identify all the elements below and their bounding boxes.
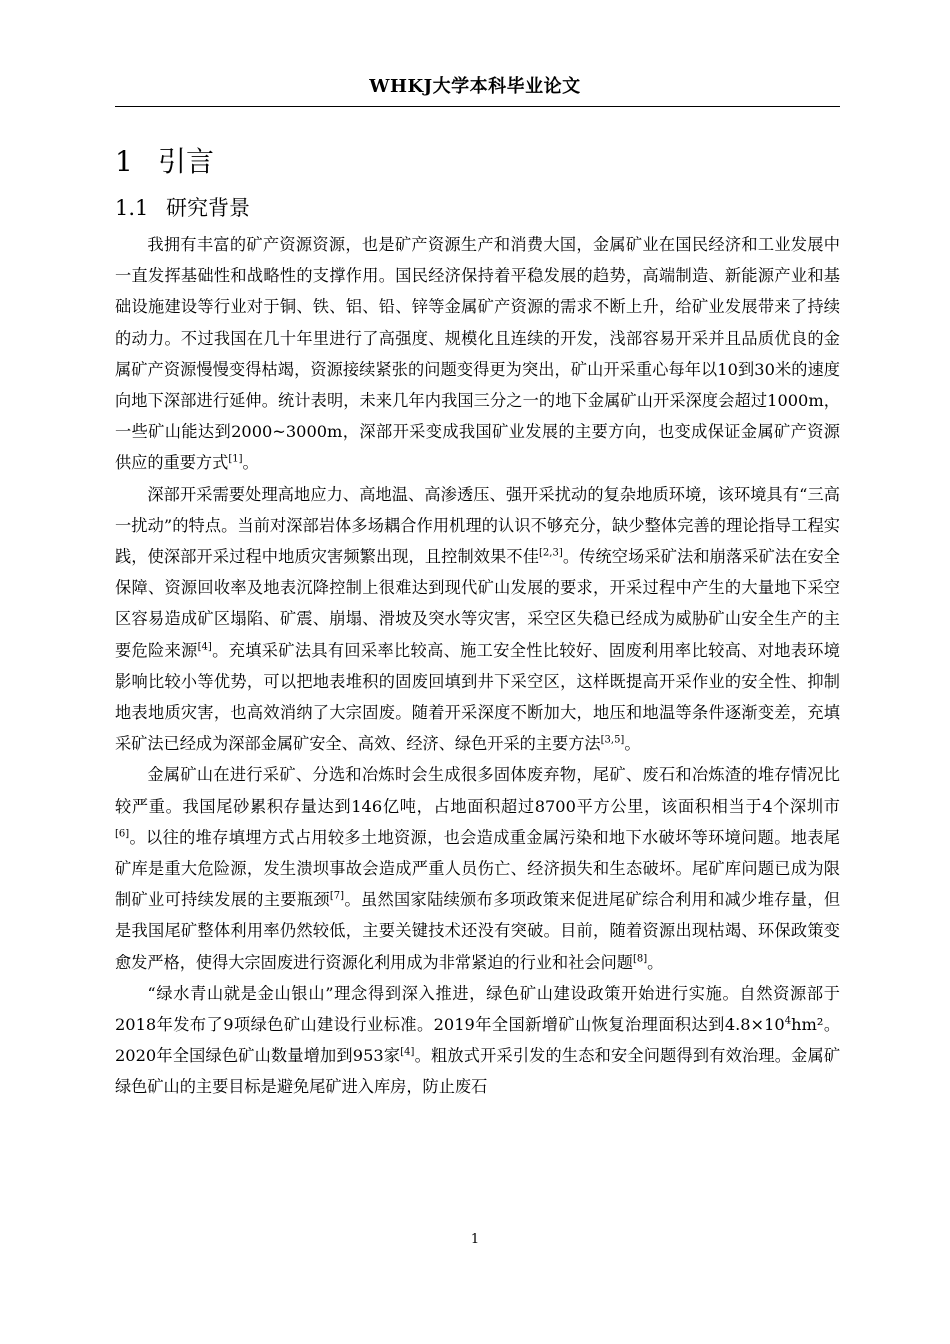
text-run: 深部开采需要处理高地应力、高地温、高渗透压、强开采扰动的复杂地质环境，该环境具有“三高一扰动”的特点。当前对深部岩体多场耦合作用机理的认识不够充分，缺少整体完善的理论指导工程实践，使深部开采过程中地质灾害频繁出现，且控制效果不佳 [115,484,840,567]
citation: [7] [329,890,345,902]
citation: [1] [228,454,243,466]
section-heading: 研究背景 [166,196,250,220]
header-rule [115,106,840,107]
text-run: 我拥有丰富的矿产资源资源，也是矿产资源生产和消费大国，金属矿业在国民经济和工业发展中一直发挥基础性和战略性的支撑作用。国民经济保持着平稳发展的趋势，高端制造、新能源产业和基础设施建设等行业对于铜、铁、铝、铅、锌等金属矿产资源的需求不断上升，给矿业发展带来了持续的动力。不过我国在几十年里进行了高强度、规模化且连续的开发，浅部容易开采并且品质优良的金属矿产资源慢慢变得枯竭，资源接续紧张的问题变得更为突出，矿山开采重心每年以10到30米的速度向地下深部进行延伸。统计表明，未来几年内我国三分之一的地下金属矿山开采深度会超过1000m，一些矿山能达到2000~3000m，深部开采变成我国矿业发展的主要方向，也变成保证金属矿产资源供应的重要方式 [115,235,840,473]
text-run: 。粗放式开采引发的生态和安全问题得到有效治理。金属矿绿色矿山的主要目标是避免尾矿进入库房，防止废石 [115,1046,841,1097]
section-title [115,192,250,222]
paragraph [115,479,840,760]
text-run: hm²。2020年全国绿色矿山数量增加到953家 [115,1015,841,1066]
chapter-title [115,140,214,180]
section-number: 1.1 [115,196,149,220]
chapter-number: 1 [115,145,133,178]
citation: [4] [400,1046,415,1058]
citation: [2,3] [539,547,563,559]
chapter-heading: 引言 [158,145,215,178]
citation: [8] [633,953,648,965]
paragraph [115,759,840,977]
text-run: 。 [624,734,641,754]
citation: [4] [197,641,212,653]
paragraph [115,229,840,479]
text-run: 。虽然国家陆续颁布多项政策来促进尾矿综合利用和减少堆存量，但是我国尾矿整体利用率仍然较低，主要关键技术还没有突破。目前，随着资源出现枯竭、环保政策变愈发严格，使得大宗固废进行资源化利用成为非常紧迫的行业和社会问题 [115,890,841,972]
body-text [115,229,840,1103]
text-run: 。 [242,453,259,473]
text-run: 。 [647,952,664,972]
paragraph [115,978,840,1103]
citation: [3,5] [600,734,625,746]
citation: [6] [115,828,130,840]
text-run: 。充填采矿法具有回采率比较高、施工安全性比较好、固废利用率比较高、对地表环境影响比较小等优势，可以把地表堆积的固废回填到井下采空区，这样既提高开采作业的安全性、抑制地表地质灾害，也高效消纳了大宗固废。随着开采深度不断加大，地压和地温等条件逐渐变差，充填采矿法已经成为深部金属矿安全、高效、经济、绿色开采的主要方法 [115,640,840,754]
text-run: “绿水青山就是金山银山”理念得到深入推进，绿色矿山建设政策开始进行实施。自然资源部于2018年发布了9项绿色矿山建设行业标准。2019年全国新增矿山恢复治理面积达到4.8×10 [115,983,840,1035]
superscript: 4 [784,1015,792,1027]
page-header: WHKJ大学本科毕业论文 [369,76,581,97]
text-run: 。以往的堆存填埋方式占用较多土地资源，也会造成重金属污染和地下水破坏等环境问题。地表尾矿库是重大危险源，发生溃坝事故会造成严重人员伤亡、经济损失和生态破坏。尾矿库问题已成为限制矿业可持续发展的主要瓶颈 [115,827,840,910]
text-run: 金属矿山在进行采矿、分选和冶炼时会生成很多固体废弃物，尾矿、废石和冶炼渣的堆存情况比较严重。我国尾砂累积存量达到146亿吨，占地面积超过8700平方公里，该面积相当于4个深圳市 [115,765,840,816]
text-run: 。传统空场采矿法和崩落采矿法在安全保障、资源回收率及地表沉降控制上很难达到现代矿山发展的要求，开采过程中产生的大量地下采空区容易造成矿区塌陷、矿震、崩塌、滑坡及突水等灾害，采空区失稳已经成为威胁矿山安全生产的主要危险来源 [115,547,840,660]
page-number: 1 [470,1232,480,1247]
